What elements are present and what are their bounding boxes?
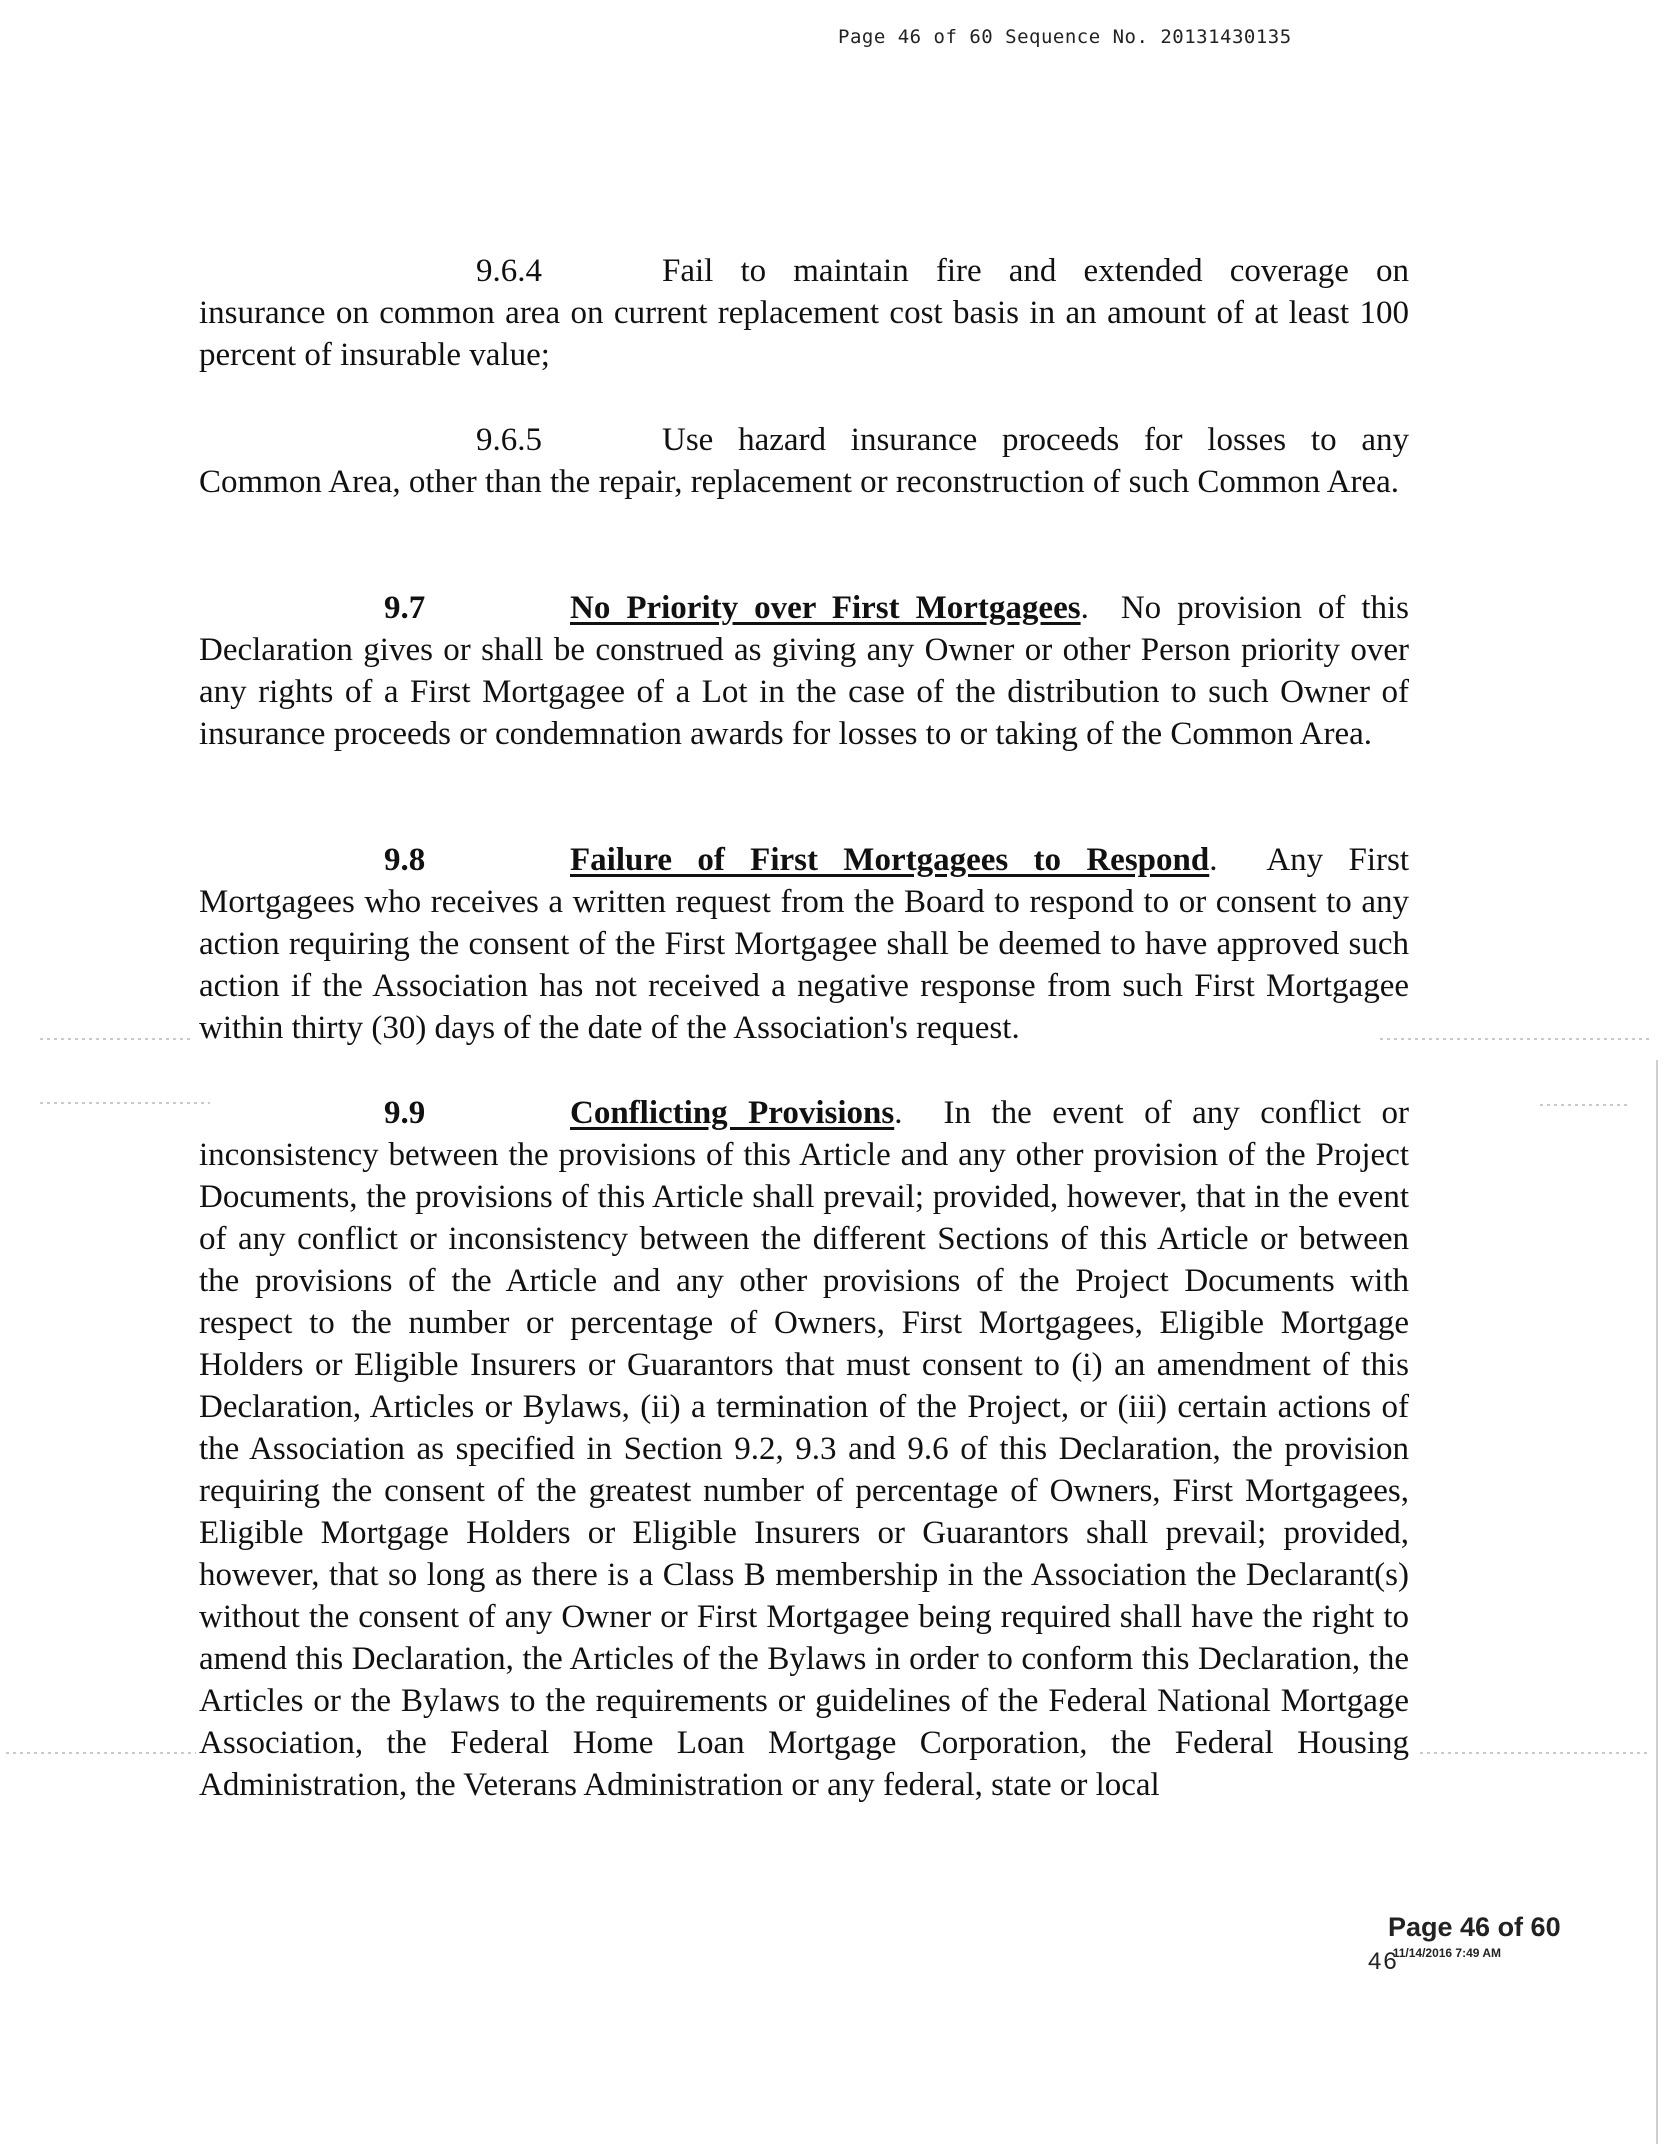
scan-noise: [40, 1102, 210, 1104]
section-title: No Priority over First Mortgagees: [570, 590, 1081, 626]
section-text: Use hazard insurance proceeds for losses to any Common Area, other than the repair, replacement or reconstruction of such Common Area.: [199, 422, 1409, 500]
section-number: 9.8: [384, 842, 426, 878]
scan-noise: [1540, 1104, 1630, 1106]
section-title: Failure of First Mortgagees to Respond: [570, 842, 1210, 878]
section-9-6-5: [199, 419, 1409, 503]
scan-edge-line: [1656, 1060, 1658, 2144]
footer-stamp: [1368, 1946, 1501, 1976]
scan-noise: [1420, 1752, 1650, 1754]
section-text: Fail to maintain fire and extended coverage on insurance on common area on current replacement cost basis in an amount of at least 100 percent of insurable value;: [199, 253, 1409, 373]
paragraph: [199, 419, 1409, 503]
section-number: 9.6.5: [476, 422, 542, 458]
section-text: No provision of this Declaration gives or shall be construed as giving any Owner or other Person priority over any rights of a First Mortgagee of a Lot in the case of the distribution to such Owner of insurance proceeds or condemnation awards for losses to or taking of the Common Area.: [199, 590, 1410, 752]
section-9-7: [199, 587, 1409, 755]
footer-timestamp: 11/14/2016 7:49 AM: [1392, 1946, 1502, 1960]
section-title: Conflicting Provisions: [570, 1095, 895, 1131]
section-9-9: [199, 1092, 1409, 1806]
section-number: 9.6.4: [476, 253, 542, 289]
section-9-6-4: [199, 250, 1409, 376]
paragraph: 9.9 Conflicting Provisions. In the event of any conflict or inconsistency between the provisions of this Article and any other provision of the Project Documents, the provisions of this Article shall prevail; provided, however, that in the event of any conflict or inconsistency between the different Sections of this Article or between the provisions of the Article and any other provisions of the Project Documents with respect to the number or percentage of Owners, First Mortgagees, Eligible Mortgage Holders or Eligible Insurers or Guarantors that must consent to (i) an amendment of this Declaration, Articles or Bylaws, (ii) a termination of the Project, or (iii) certain actions of the Association as specified in Section 9.2, 9.3 and 9.6 of this Declaration, the provision requiring the consent of the greatest number of percentage of Owners, First Mortgagees, Eligible Mortgage Holders or Eligible Insurers or Guarantors shall prevail; provided, however, that so long as there is a Class B membership in the Association the Declarant(s) without the consent of any Owner or First Mortgagee being required shall have the right to amend this Declaration, the Articles of the Bylaws in order to conform this Declaration, the Articles or the Bylaws to the requirements or guidelines of the Federal National Mortgage Association, the Federal Home Loan Mortgage Corporation, the Federal Housing Administration, the Veterans Administration or any federal, state or local: [199, 1092, 1409, 1806]
header-sequence-line: Page 46 of 60 Sequence No. 20131430135: [838, 26, 1292, 48]
footer-page-number: 46: [1368, 1948, 1399, 1975]
paragraph: 9.8 Failure of First Mortgagees to Respond. Any First Mortgagees who receives a written request from the Board to respond to or consent to any action requiring the consent of the First Mortgagee shall be deemed to have approved such action if the Association has not received a negative response from such First Mortgagee within thirty (30) days of the date of the Association's request.: [199, 839, 1409, 1049]
paragraph: 9.7 No Priority over First Mortgagees. No provision of this Declaration gives or shall be construed as giving any Owner or other Person priority over any rights of a First Mortgagee of a Lot in the case of the distribution to such Owner of insurance proceeds or condemnation awards for losses to or taking of the Common Area.: [199, 587, 1409, 755]
section-9-8: [199, 839, 1409, 1049]
section-text: Any First Mortgagees who receives a written request from the Board to respond to or consent to any action requiring the consent of the First Mortgagee shall be deemed to have approved such action if the Association has not received a negative response from such First Mortgagee within thirty (30) days of the date of the Association's request.: [199, 842, 1409, 1046]
section-text: In the event of any conflict or inconsistency between the provisions of this Article and any other provision of the Project Documents, the provisions of this Article shall prevail; provided, however, that in the event of any conflict or inconsistency between the different Sections of this Article or between the provisions of the Article and any other provisions of the Project Documents with respect to the number or percentage of Owners, First Mortgagees, Eligible Mortgage Holders or Eligible Insurers or Guarantors that must consent to (i) an amendment of this Declaration, Articles or Bylaws, (ii) a termination of the Project, or (iii) certain actions of the Association as specified in Section 9.2, 9.3 and 9.6 of this Declaration, the provision requiring the consent of the greatest number of percentage of Owners, First Mortgagees, Eligible Mortgage Holders or Eligible Insurers or Guarantors shall prevail; provided, however, that so long as there is a Class B membership in the Association the Declarant(s) without the consent of any Owner or First Mortgagee being required shall have the right to amend this Declaration, the Articles of the Bylaws in order to conform this Declaration, the Articles or the Bylaws to the requirements or guidelines of the Federal National Mortgage Association, the Federal Home Loan Mortgage Corporation, the Federal Housing Administration, the Veterans Administration or any federal, state or local: [199, 1095, 1409, 1803]
footer-page-label: Page 46 of 60: [1388, 1912, 1561, 1942]
paragraph: [199, 250, 1409, 376]
scan-noise: [1380, 1038, 1650, 1040]
scan-noise: [6, 1752, 196, 1754]
section-number: 9.9: [384, 1095, 426, 1131]
scan-noise: [40, 1038, 190, 1040]
section-number: 9.7: [384, 590, 426, 626]
